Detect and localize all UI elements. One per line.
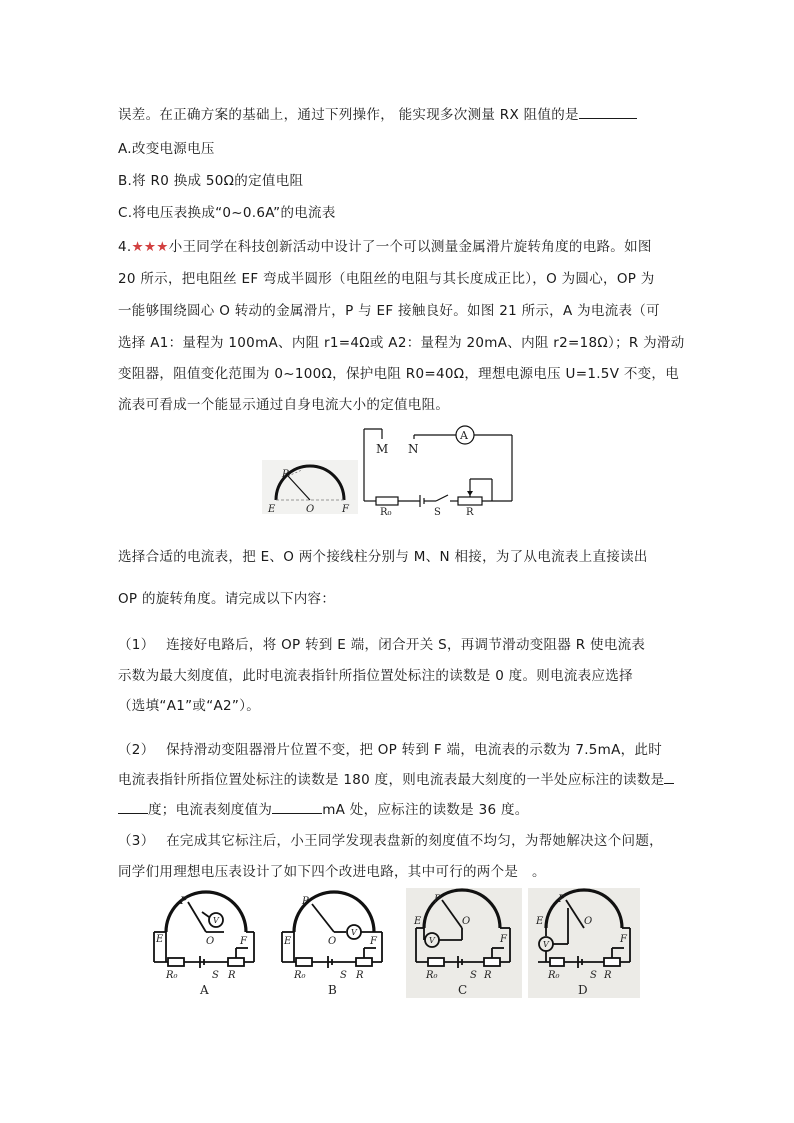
subquestion-1-line-1: （1） 连接好电路后，将 OP 转到 E 端，闭合开关 S，再调节滑动变阻器 R 使电流表 xyxy=(118,637,646,653)
opt-c-label-r: R xyxy=(484,970,492,981)
fig20-label-o: O xyxy=(306,504,315,514)
opt-d-label-p: P xyxy=(558,894,565,905)
paragraph-line-2: OP 的旋转角度。请完成以下内容： xyxy=(118,591,336,607)
fig20-label-e: E xyxy=(268,504,276,514)
fig21-label-m: M xyxy=(376,442,389,456)
answer-blank xyxy=(272,799,322,814)
option-b: B.将 R0 换成 50Ω的定值电阻 xyxy=(118,173,304,189)
subquestion-2-text-a: 度；电流表刻度值为 xyxy=(148,802,273,818)
opt-b-voltmeter: V xyxy=(351,928,357,937)
figure-21-circuit xyxy=(362,425,522,517)
opt-a-label-s: S xyxy=(212,970,219,981)
subquestion-2-text: 电流表指针所指位置处标注的读数是 180 度，则电流表最大刻度的一半处应标注的读数是 xyxy=(118,772,665,788)
subquestion-2-line-2 xyxy=(118,768,674,788)
opt-d-voltmeter: V xyxy=(543,940,549,949)
question-4-line-4: 选择 A1：量程为 100mA、内阻 r1=4Ω或 A2：量程为 20mA、内阻 r2=18Ω）；R 为滑动 xyxy=(118,335,685,351)
opt-d-label-e: E xyxy=(536,916,544,927)
opt-a-label-r: R xyxy=(228,970,236,981)
paragraph-line-1: 选择合适的电流表，把 E、O 两个接线柱分别与 M、N 相接，为了从电流表上直接读出 xyxy=(118,549,648,565)
question-3-text: 误差。在正确方案的基础上，通过下列操作， 能实现多次测量 RX 阻值的是 xyxy=(118,107,579,123)
option-circuits xyxy=(144,888,644,1000)
opt-d-label-f: F xyxy=(620,934,627,945)
subquestion-3-line-1: （3） 在完成其它标注后，小王同学发现表盘新的刻度值不均匀，为帮她解决这个问题， xyxy=(118,833,663,849)
subquestion-2-line-1: （2） 保持滑动变阻器滑片位置不变，把 OP 转到 F 端，电流表的示数为 7.5mA，此时 xyxy=(118,742,663,758)
opt-d-label-r: R xyxy=(604,970,612,981)
question-4-line-6: 流表可看成一个能显示通过自身电流大小的定值电阻。 xyxy=(118,397,450,413)
opt-c-label-p: P xyxy=(434,894,441,905)
difficulty-stars: ★★★ xyxy=(131,239,169,255)
opt-a-label-o: O xyxy=(206,936,215,947)
opt-b-label-r0: R₀ xyxy=(294,970,306,981)
fig21-label-n: N xyxy=(408,442,419,456)
option-c: C.将电压表换成“0~0.6A”的电流表 xyxy=(118,205,336,221)
opt-d-label-o: O xyxy=(584,916,593,927)
opt-d-caption: D xyxy=(578,983,588,997)
opt-b-label-f: F xyxy=(370,936,377,947)
answer-blank xyxy=(579,104,637,119)
ammeter-label: A xyxy=(460,429,468,442)
opt-c-label-o: O xyxy=(462,916,471,927)
fig20-label-p: P xyxy=(282,469,289,480)
opt-c-label-r0: R₀ xyxy=(426,970,438,981)
subquestion-2-text-b: mA 处，应标注的读数是 36 度。 xyxy=(322,802,529,818)
option-a: A.改变电源电压 xyxy=(118,141,215,157)
opt-c-label-s: S xyxy=(470,970,477,981)
question-number: 4. xyxy=(118,239,132,255)
question-4-line-3: 一能够围绕圆心 O 转动的金属滑片，P 与 EF 接触良好。如图 21 所示，A 为电流表（可 xyxy=(118,303,660,319)
subquestion-2-line-3 xyxy=(118,798,529,818)
opt-d-label-r0: R₀ xyxy=(548,970,560,981)
subquestion-1-line-2: 示数为最大刻度值，此时电流表指针所指位置处标注的读数是 0 度。则电流表应选择 xyxy=(118,668,633,684)
opt-c-caption: C xyxy=(458,983,468,997)
question-4-line-5: 变阻器，阻值变化范围为 0~100Ω，保护电阻 R0=40Ω，理想电源电压 U=1.5V 不变，电 xyxy=(118,366,680,382)
fig20-label-f: F xyxy=(342,504,349,514)
question-3-tail xyxy=(118,103,637,123)
opt-b-label-o: O xyxy=(328,936,337,947)
opt-a-label-r0: R₀ xyxy=(166,970,178,981)
circuit-option-b xyxy=(272,888,392,998)
opt-b-label-s: S xyxy=(340,970,347,981)
opt-a-label-e: E xyxy=(156,934,164,945)
opt-b-label-r: R xyxy=(356,970,364,981)
answer-blank xyxy=(664,769,674,784)
subquestion-1-line-3: （选填“A1”或“A2”）。 xyxy=(118,698,261,714)
circuit-option-c xyxy=(406,888,526,998)
question-4-line-2: 20 所示，把电阻丝 EF 弯成半圆形（电阻丝的电阻与其长度成正比），O 为圆心，OP 为 xyxy=(118,271,655,287)
fig21-label-r0: R₀ xyxy=(380,507,392,517)
opt-a-label-p: P xyxy=(180,896,187,907)
fig21-label-r: R xyxy=(466,507,474,517)
answer-blank xyxy=(118,799,148,814)
circuit-option-d xyxy=(528,888,648,998)
opt-a-label-f: F xyxy=(240,936,247,947)
opt-c-label-e: E xyxy=(414,916,422,927)
question-4-text: 小王同学在科技创新活动中设计了一个可以测量金属滑片旋转角度的电路。如图 xyxy=(168,239,652,255)
opt-b-label-p: P xyxy=(302,896,309,907)
opt-c-voltmeter: V xyxy=(429,936,435,945)
opt-d-label-s: S xyxy=(590,970,597,981)
opt-c-label-f: F xyxy=(500,934,507,945)
opt-a-voltmeter: V xyxy=(213,916,219,925)
figure-20-semicircle xyxy=(262,460,358,514)
opt-b-label-e: E xyxy=(284,936,292,947)
subquestion-3-line-2: 同学们用理想电压表设计了如下四个改进电路，其中可行的两个是 。 xyxy=(118,864,546,880)
opt-b-caption: B xyxy=(328,983,337,997)
fig21-label-s: S xyxy=(434,507,441,517)
opt-a-caption: A xyxy=(200,983,209,997)
circuit-option-a xyxy=(144,888,264,998)
question-4-line-1 xyxy=(118,235,652,255)
